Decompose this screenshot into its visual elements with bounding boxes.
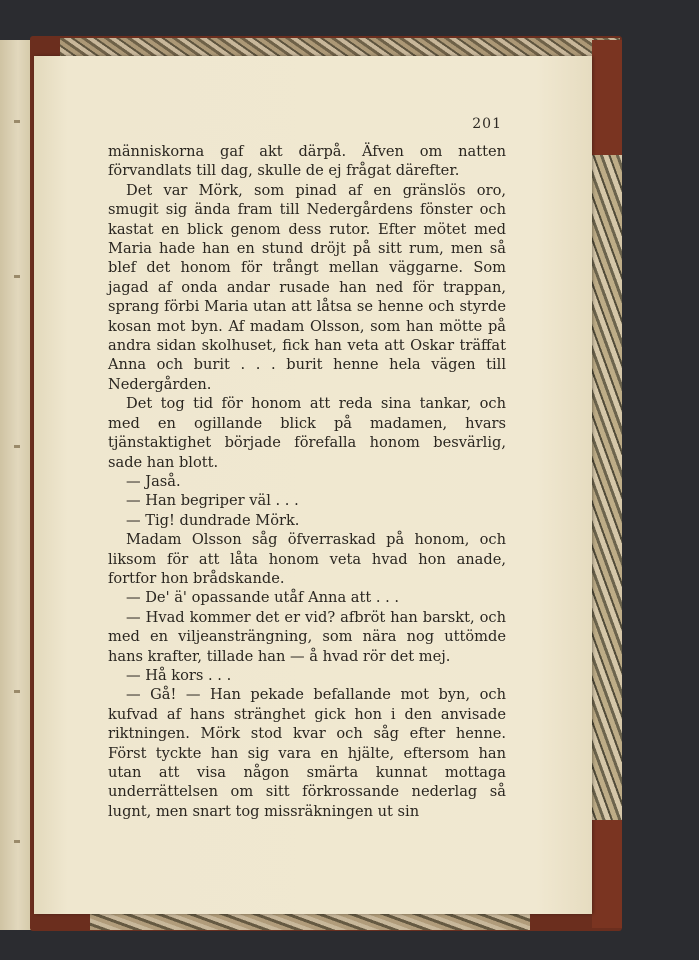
book-page [34, 56, 592, 914]
marbled-board-right [592, 150, 622, 850]
page-edge-mark [14, 445, 20, 448]
paragraph: — De' ä' opassande utåf Anna att . . . [126, 589, 400, 607]
paragraph: — Jaså. [126, 472, 181, 490]
page-edge-mark [14, 120, 20, 123]
page-edge-mark [14, 275, 20, 278]
paragraph: — Hvad kommer det er vid? afbröt han barskt, och med en viljeansträngning, som nära nog uttömde hans krafter, tillade han — å hvad rör det mej. [108, 608, 506, 665]
page-edge-mark [14, 840, 20, 843]
paragraph: Det tog tid för honom att reda sina tankar, och med en ogillande blick på madamen, hvars tjänstaktighet började förefalla honom besvärlig, sade han blott. [108, 395, 506, 471]
paragraph: människorna gaf akt därpå. Äfven om natten förvandlats till dag, skulle de ej frågat därefter. [108, 143, 506, 180]
page-number: 201 [472, 116, 502, 132]
leather-corner-top [592, 40, 622, 155]
leather-corner-bottom [592, 820, 622, 928]
paragraph: Madam Olsson såg öfverraskad på honom, och liksom för att låta honom veta hvad hon anade, fortfor hon brådskande. [108, 531, 506, 587]
paragraph: — Han begriper väl . . . [126, 492, 299, 510]
paragraph: — Gå! — Han pekade befallande mot byn, och kufvad af hans stränghet gick hon i den anvisade riktningen. Mörk stod kvar och såg efter henne. Först tyckte han sig vara en hjälte, eftersom han utan att visa någon smärta kunnat mottaga underrättelsen om sitt förkrossande nederlag så lugnt, men snart tog missräkningen ut sin [108, 686, 506, 820]
paragraph: — Hå kors . . . [126, 666, 232, 684]
page-text [108, 142, 506, 821]
page-edge-mark [14, 690, 20, 693]
paragraph: — Tig! dundrade Mörk. [126, 511, 300, 529]
paragraph: Det var Mörk, som pinad af en gränslös oro, smugit sig ända fram till Nedergårdens fönster och kastat en blick genom dess rutor. Efter mötet med Maria hade han en stund dröjt på sitt rum, men så blef det honom för trångt mellan väggarne. Som jagad af onda andar rusade han ned för trappan, sprang förbi Maria utan att låtsa se henne och styrde kosan mot byn. Af madam Olsson, som han mötte på andra sidan skolhuset, fick han veta att Oskar träffat Anna och burit . . . burit henne hela vägen till Nedergården. [108, 181, 506, 393]
left-page-edge [0, 40, 32, 930]
